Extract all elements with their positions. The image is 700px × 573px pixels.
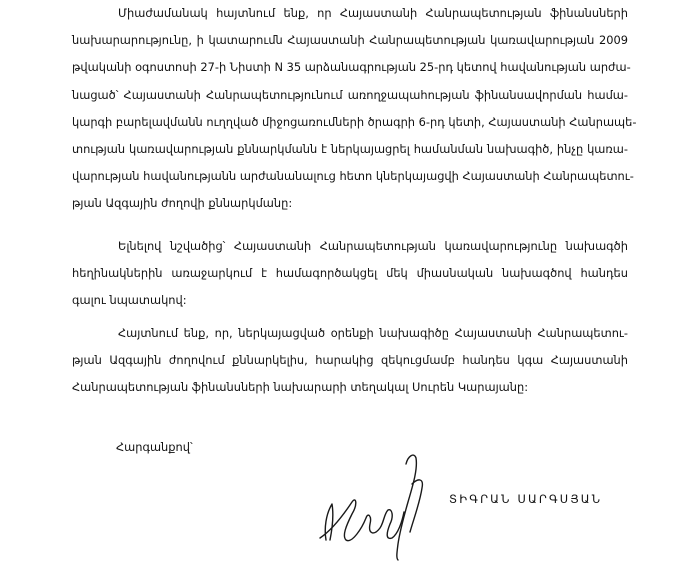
signer-name: ՏԻԳՐԱՆ ՍԱՐԳՍՅԱՆ [449, 492, 603, 506]
text-line: վարության հավանությանն արժանանալուց հետո կներկայացվի Հայաստանի Հանրապետու- [72, 169, 634, 184]
closing-salutation: Հարգանքով՝ [116, 440, 193, 454]
text-line: նացած՝ Հայաստանի Հանրապետությունում առողջապահության ֆինանսավորման համա- [72, 87, 628, 102]
text-line: թվականի օգոստոսի 27-ի Նիստի N 35 արձանագրության 25-րդ կետով հավանության արժա- [72, 60, 631, 75]
text-line: կարգի բարելավմանն ուղղված միջոցառումների ծրագրի 6-րդ կետի, Հայաստանի Հանրապե- [72, 114, 637, 129]
text-line: Միաժամանակ հայտնում ենք, որ Հայաստանի Հանրապետության ֆինանսների [118, 6, 628, 20]
text-line: Հանրապետության ֆինանսների նախարարի տեղակալ Սուրեն Կարայանը: [72, 380, 529, 395]
paragraph-1 [72, 0, 637, 218]
text-line: գալու նպատակով: [72, 293, 187, 308]
text-line: թյան Ազգային ժողովի քննարկմանը: [72, 196, 293, 211]
paragraph-2 [72, 233, 628, 315]
handwritten-signature [312, 444, 442, 564]
text-line: Ելնելով նշվածից՝ Հայաստանի Հանրապետության կառավարությունը նախագծի [118, 239, 628, 253]
text-line: թյան Ազգային ժողովում քննարկելիս, հարակից զեկուցմամբ հանդես կգա Հայաստանի [72, 353, 628, 368]
paragraph-3 [72, 320, 628, 402]
text-line: Հայտնում ենք, որ, ներկայացված օրենքի նախագիծը Հայաստանի Հանրապետու- [118, 326, 628, 340]
text-line: հեղինակներին առաջարկում է համագործակցել մեկ միասնական նախագծով հանդես [72, 266, 628, 281]
text-line: տության կառավարության քննարկմանն է ներկայացրել համանման նախագիծ, ինչը կառա- [72, 142, 628, 157]
text-line: նախարարությունը, ի կատարումն Հայաստանի Հանրապետության կառավարության 2009 [72, 33, 628, 48]
